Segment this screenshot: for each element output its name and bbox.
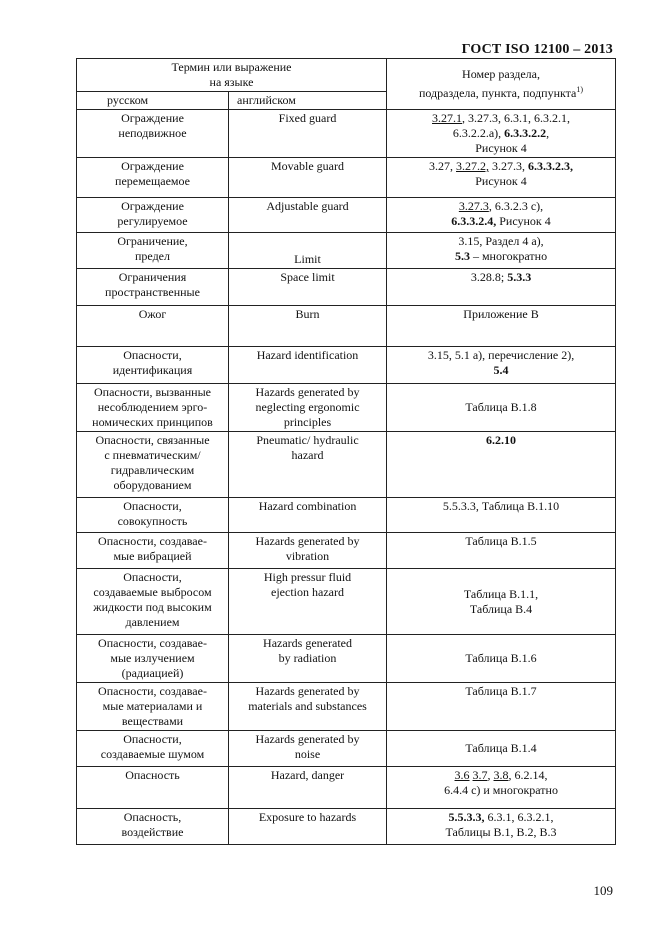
reference-line xyxy=(390,307,612,322)
reference-segment: 6.2.10 xyxy=(486,433,517,447)
reference-segment: Таблицы В.1, В.2, В.3 xyxy=(445,825,557,839)
footnote-marker: 1) xyxy=(576,85,584,94)
term-english: Hazard combination xyxy=(229,498,387,533)
reference-line xyxy=(390,174,612,189)
table-row xyxy=(77,731,616,767)
table-body xyxy=(77,110,616,845)
reference-segment: Рисунок 4 xyxy=(496,214,551,228)
section-reference xyxy=(387,635,616,683)
reference-segment: 6.3.3.2.4, xyxy=(451,214,497,228)
reference-line xyxy=(390,249,612,264)
table-row xyxy=(77,306,616,347)
page-number: 109 xyxy=(593,883,613,898)
term-russian: Опасности, совокупность xyxy=(77,498,229,533)
reference-segment: 3.27.1 xyxy=(432,111,463,125)
section-reference xyxy=(387,384,616,432)
reference-segment: Таблица В.1.5 xyxy=(465,534,537,548)
reference-line xyxy=(390,602,612,617)
term-russian: Ожог xyxy=(77,306,229,347)
term-russian: Ограничения пространственные xyxy=(77,269,229,306)
table-row xyxy=(77,767,616,809)
column-header-russian: русском xyxy=(77,92,229,110)
reference-segment: Таблица В.1.6 xyxy=(465,651,537,665)
reference-line xyxy=(390,234,612,249)
reference-segment: 3.15, 5.1 а), перечисление 2), xyxy=(427,348,575,362)
term-russian: Ограждение регулируемое xyxy=(77,198,229,233)
terms-index-table xyxy=(76,58,616,845)
table-row xyxy=(77,233,616,269)
term-language-header: Термин или выражение на языке xyxy=(77,59,387,92)
reference-segment: , 6.2.14, xyxy=(508,768,548,782)
section-reference xyxy=(387,683,616,731)
section-reference xyxy=(387,767,616,809)
term-russian: Опасности, создаваемые выбросом жидкости под высоким давлением xyxy=(77,569,229,635)
section-reference xyxy=(387,269,616,306)
reference-line xyxy=(390,684,612,699)
section-reference xyxy=(387,233,616,269)
reference-segment: Рисунок 4 xyxy=(475,141,527,155)
reference-line xyxy=(390,363,612,378)
reference-line xyxy=(390,768,612,783)
term-english: Movable guard xyxy=(229,158,387,198)
term-russian: Ограждение перемещаемое xyxy=(77,158,229,198)
reference-segment: , 3.27.3, 6.3.1, 6.3.2.1, xyxy=(462,111,571,125)
table-row xyxy=(77,683,616,731)
reference-segment: 5.3 xyxy=(454,249,470,263)
table-row xyxy=(77,158,616,198)
reference-line xyxy=(390,587,612,602)
section-reference xyxy=(387,306,616,347)
section-reference xyxy=(387,809,616,845)
reference-segment: Таблица В.1.7 xyxy=(465,684,537,698)
section-reference xyxy=(387,347,616,384)
reference-segment: 3.7 xyxy=(472,768,488,782)
term-english: Hazards generated by radiation xyxy=(229,635,387,683)
table-row xyxy=(77,110,616,158)
reference-segment: Таблица В.1.8 xyxy=(465,400,537,414)
term-russian: Ограждение неподвижное xyxy=(77,110,229,158)
reference-segment: 3.27, xyxy=(429,159,457,173)
reference-segment: , xyxy=(487,768,494,782)
reference-line xyxy=(390,159,612,174)
section-number-header xyxy=(387,59,616,110)
reference-segment: 3.27.3 xyxy=(458,199,489,213)
table-row xyxy=(77,432,616,498)
section-reference xyxy=(387,533,616,569)
section-reference xyxy=(387,198,616,233)
term-russian: Опасности, идентификация xyxy=(77,347,229,384)
term-russian: Опасности, создавае- мые вибрацией xyxy=(77,533,229,569)
reference-segment: 3.6 xyxy=(454,768,470,782)
term-russian: Опасности, создавае- мые излучением (радиацией) xyxy=(77,635,229,683)
term-english: Adjustable guard xyxy=(229,198,387,233)
term-russian: Опасность, воздействие xyxy=(77,809,229,845)
term-english: Hazard, danger xyxy=(229,767,387,809)
reference-line xyxy=(390,783,612,798)
reference-segment: 5.5.3.3, Таблица В.1.10 xyxy=(442,499,560,513)
reference-line xyxy=(390,141,612,156)
reference-line xyxy=(390,651,612,666)
reference-segment: 3.27.2, xyxy=(456,159,490,173)
reference-line xyxy=(390,111,612,126)
reference-line xyxy=(390,270,612,285)
reference-line xyxy=(390,400,612,415)
reference-segment: 3.15, Раздел 4 а), xyxy=(458,234,544,248)
reference-line xyxy=(390,126,612,141)
term-english: Hazards generated by materials and substances xyxy=(229,683,387,731)
section-reference xyxy=(387,731,616,767)
term-russian: Опасности, создаваемые шумом xyxy=(77,731,229,767)
section-reference xyxy=(387,498,616,533)
reference-segment: , 6.3.2.3 c), xyxy=(488,199,544,213)
section-reference xyxy=(387,432,616,498)
term-russian: Ограничение, предел xyxy=(77,233,229,269)
section-number-header-text: Номер раздела, подраздела, пункта, подпункта xyxy=(418,67,577,100)
section-reference xyxy=(387,569,616,635)
table-row xyxy=(77,269,616,306)
table-row xyxy=(77,533,616,569)
term-russian: Опасности, вызванные несоблюдением эрго- номических принципов xyxy=(77,384,229,432)
reference-segment: 5.3.3 xyxy=(507,270,532,284)
term-english: Pneumatic/ hydraulic hazard xyxy=(229,432,387,498)
reference-segment: 6.3.3.2.3, xyxy=(528,159,574,173)
term-english: Space limit xyxy=(229,269,387,306)
reference-line xyxy=(390,741,612,756)
reference-line xyxy=(390,534,612,549)
reference-line xyxy=(390,199,612,214)
reference-segment: 3.27.3, xyxy=(489,159,529,173)
term-english: Hazards generated by noise xyxy=(229,731,387,767)
table-row xyxy=(77,809,616,845)
column-header-english: английском xyxy=(229,92,387,110)
section-reference xyxy=(387,158,616,198)
table-row xyxy=(77,347,616,384)
term-russian: Опасности, связанные с пневматическим/ гидравлическим оборудованием xyxy=(77,432,229,498)
reference-segment: 6.3.3.2.2 xyxy=(504,126,547,140)
reference-line xyxy=(390,499,612,514)
table-row xyxy=(77,569,616,635)
reference-line xyxy=(390,810,612,825)
term-english: Fixed guard xyxy=(229,110,387,158)
table-row xyxy=(77,384,616,432)
term-english: Limit xyxy=(229,233,387,269)
reference-segment: Рисунок 4 xyxy=(475,174,527,188)
reference-segment: , xyxy=(546,126,550,140)
reference-segment: 5.5.3.3, xyxy=(448,810,485,824)
document-header: ГОСТ ISO 12100 – 2013 xyxy=(461,42,613,57)
table-row xyxy=(77,198,616,233)
reference-segment: Таблица В.4 xyxy=(469,601,533,616)
term-english: High pressur fluid ejection hazard xyxy=(229,569,387,635)
term-russian: Опасности, создавае- мые материалами и веществами xyxy=(77,683,229,731)
table-row xyxy=(77,635,616,683)
table-row xyxy=(77,498,616,533)
reference-segment: 3.28.8; xyxy=(470,270,508,284)
term-english: Hazard identification xyxy=(229,347,387,384)
reference-segment: – многократно xyxy=(469,249,548,263)
reference-line xyxy=(390,825,612,840)
term-russian: Опасность xyxy=(77,767,229,809)
reference-segment: 6.4.4 c) и многократно xyxy=(444,783,558,797)
reference-segment: Таблица В.1.4 xyxy=(465,741,537,755)
term-english: Exposure to hazards xyxy=(229,809,387,845)
term-english: Hazards generated by vibration xyxy=(229,533,387,569)
reference-segment: Таблица В.1.1, xyxy=(463,586,539,601)
reference-segment: Приложение В xyxy=(463,307,539,321)
reference-segment: 6.3.2.2.a), xyxy=(452,126,505,140)
reference-line xyxy=(390,348,612,363)
reference-segment: 6.3.1, 6.3.2.1, xyxy=(484,810,554,824)
section-reference xyxy=(387,110,616,158)
reference-line xyxy=(390,433,612,448)
reference-segment: 5.4 xyxy=(493,363,509,377)
term-english: Burn xyxy=(229,306,387,347)
term-english: Hazards generated by neglecting ergonomic principles xyxy=(229,384,387,432)
reference-line xyxy=(390,214,612,229)
reference-segment: 3.8 xyxy=(493,768,509,782)
